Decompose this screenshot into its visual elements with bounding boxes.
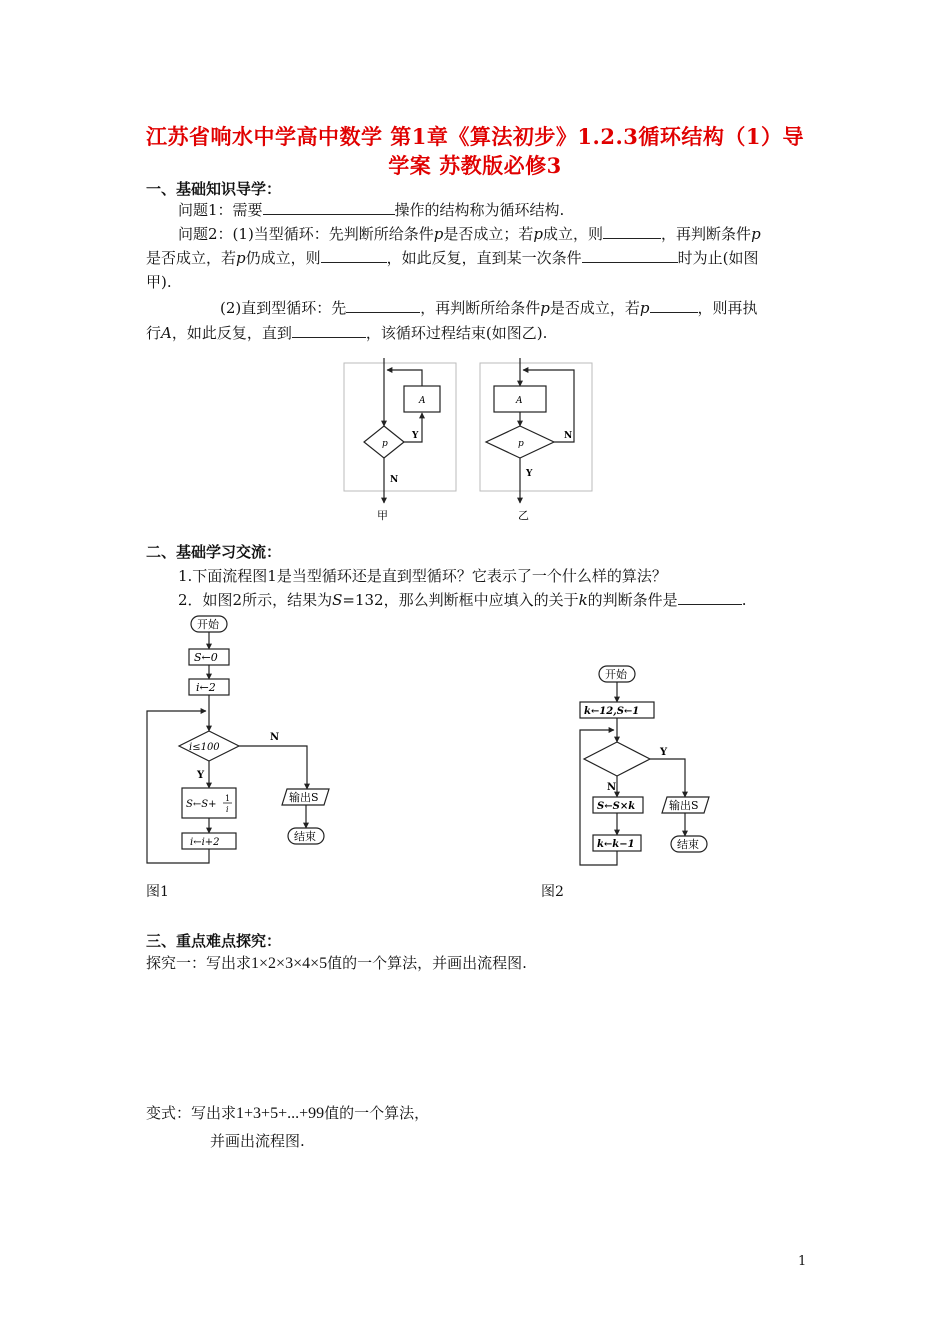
question-1: 问题1：需要 操作的结构称为循环结构. (178, 198, 564, 222)
question-2-line-3: 甲). (146, 273, 172, 291)
end-label: 结束 (294, 830, 316, 843)
page-number: 1 (798, 1254, 807, 1269)
blank-5[interactable] (346, 296, 420, 313)
exchange-item-2: 2．如图2所示，结果为S=132，那么判断框中应填入的关于k的判断条件是 . (178, 588, 746, 612)
blank-4[interactable] (582, 246, 678, 263)
figure-2-caption: 图2 (541, 884, 564, 900)
yes-label: Y (197, 770, 205, 781)
decrement-k-label: k←k−1 (597, 839, 635, 850)
section-2-heading: 二、基础学习交流： (146, 543, 282, 561)
variant: 变式：写出求1+3+5+...+99值的一个算法， (146, 1104, 430, 1122)
question-2-line-1: 问题2：(1)当型循环：先判断所给条件p是否成立；若p成立，则 ，再判断条件p (178, 222, 761, 246)
figure-caption: 甲 (377, 509, 388, 522)
exchange-item-1: 1.下面流程图1是当型循环还是直到型循环？它表示了一个什么样的算法？ (178, 567, 667, 585)
section-1-heading: 一、基础知识导学： (146, 180, 282, 198)
figure-frame (344, 363, 456, 491)
question-2-line-2: 是否成立，若p仍成立，则 ，如此反复，直到某一次条件 时为止(如图 (146, 246, 759, 270)
yes-label: Y (660, 747, 668, 758)
start-label: 开始 (197, 618, 219, 631)
flowchart-jia (342, 358, 462, 528)
no-label: N (564, 431, 573, 441)
blank-8[interactable] (678, 588, 742, 605)
output-label: 输出S (669, 799, 699, 812)
no-label: N (607, 782, 617, 793)
box-label: A (419, 396, 426, 406)
diamond-label: p (382, 439, 388, 449)
condition-label: i≤100 (189, 742, 220, 753)
figure-1-caption: 图1 (146, 884, 169, 900)
end-label: 结束 (677, 838, 699, 851)
flowchart-fig2 (570, 660, 730, 872)
no-label: N (390, 475, 399, 485)
update-s-label: S←S+ (186, 799, 217, 810)
variant-line-2: 并画出流程图. (210, 1132, 305, 1150)
blank-3[interactable] (321, 246, 387, 263)
document-title (130, 122, 820, 180)
variant-expression: 1+3+5+...+99 (236, 1105, 325, 1122)
fraction-denominator: i (226, 805, 229, 814)
figure-frame (480, 363, 592, 491)
box-label: A (516, 396, 523, 406)
figure-caption: 乙 (518, 509, 529, 522)
title-line-1: 江苏省响水中学高中数学 第1章《算法初步》1.2.3循环结构（1）导 (146, 124, 804, 149)
blank-6[interactable] (650, 296, 698, 313)
flowchart-fig1 (140, 612, 360, 868)
condition-diamond[interactable] (584, 742, 650, 776)
no-label: N (270, 732, 280, 743)
question-3-line-1: (2)直到型循环：先 ，再判断所给条件p是否成立，若p ，则再执 (220, 296, 758, 320)
question-3-line-2: 行A，如此反复，直到 ，该循环过程结束(如图乙). (146, 321, 547, 345)
yes-label: Y (526, 469, 533, 479)
init-label: k←12,S←1 (584, 706, 640, 717)
increment-i-label: i←i+2 (190, 837, 220, 848)
start-label: 开始 (605, 668, 627, 681)
blank-2[interactable] (603, 222, 661, 239)
explore-1: 探究一：写出求1×2×3×4×5值的一个算法，并画出流程图. (146, 954, 527, 972)
fraction-numerator: 1 (225, 794, 231, 803)
init-i-label: i←2 (196, 681, 216, 694)
blank-7[interactable] (292, 321, 366, 338)
yes-label: Y (412, 431, 419, 441)
update-s-label: S←S×k (597, 801, 636, 812)
diamond-label: p (518, 439, 524, 449)
flowchart-yi (478, 358, 598, 528)
section-3-heading: 三、重点难点探究： (146, 932, 282, 950)
output-label: 输出S (289, 791, 319, 804)
init-s-label: S←0 (194, 651, 218, 664)
explore-1-expression: 1×2×3×4×5 (251, 955, 328, 972)
title-line-2: 学案 苏教版必修3 (388, 153, 562, 178)
blank-1[interactable] (263, 198, 395, 215)
